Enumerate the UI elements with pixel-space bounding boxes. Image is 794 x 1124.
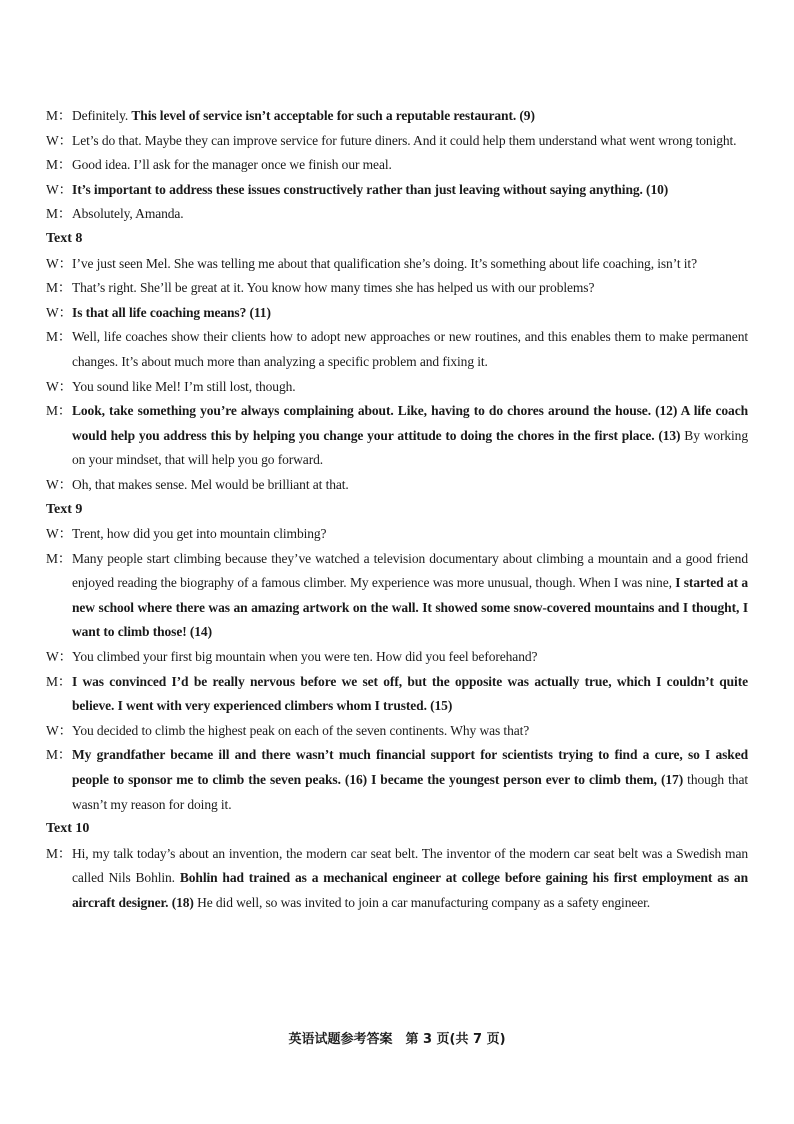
answer-evidence: My grandfather became ill and there wasn’t much financial support for scientists trying to find a cure, so I asked people to sponsor me to climb the seven peaks. (16) I became the youngest person ever to climb them, (17) [72,747,748,788]
dialogue-segment: though that wasn’t my reason for doing it. [72,772,748,812]
dialogue-text [72,670,748,719]
dialogue-segment: Hi, my talk today’s about an invention, the modern car seat belt. The inventor of the modern car seat belt was a Swedish man called Nils Bohlin. [72,845,748,886]
dialogue-segment: You climbed your first big mountain when you were ten. How did you feel beforehand? [72,649,538,665]
dialogue-text [72,129,748,154]
answer-evidence: Look, take something you’re always complaining about. Like, having to do chores around the house. (12) A life coach would help you address this by helping you change your attitude to doing the chores in the first place. (13) [72,403,748,443]
dialogue-text [72,202,748,227]
dialogue-line [46,178,748,203]
dialogue-segment: Many people start climbing because they’ve watched a television documentary about climbing a mountain and a good friend enjoyed reading the biography of a famous climber. My experience was more unusual, though. When I was nine, [72,550,748,591]
dialogue-segment: He did well, so was invited to join a car manufacturing company as a safety engineer. [193,895,651,910]
dialogue-segment: Definitely. [72,108,132,123]
dialogue-segment: I’ve just seen Mel. She was telling me about that qualification she’s doing. It’s something about life coaching, isn’t it? [72,255,697,271]
dialogue-line [46,104,748,129]
speaker-label: M： [46,108,72,123]
section-heading: Text 8 [46,230,83,246]
dialogue-segment: Oh, that makes sense. Mel would be brilliant at that. [72,476,349,492]
speaker-label: W： [46,378,73,394]
speaker-label: M： [46,747,72,763]
speaker-label: W： [46,181,73,197]
dialogue-line [46,375,748,400]
speaker-label: M： [46,845,72,861]
dialogue-text [72,399,748,473]
dialogue-segment: Absolutely, Amanda. [72,206,184,222]
dialogue-line [46,202,748,227]
dialogue-line [46,129,748,154]
speaker-label: W： [46,132,73,148]
dialogue-line [46,252,748,277]
speaker-label: W： [46,255,73,271]
dialogue-text [72,522,748,547]
dialogue-line [46,153,748,178]
dialogue-text [72,645,748,670]
dialogue-line [46,522,748,547]
dialogue-segment: You sound like Mel! I’m still lost, though. [72,378,296,394]
answer-evidence: Is that all life coaching means? (11) [72,304,271,320]
dialogue-line [46,645,748,670]
dialogue-segment: Trent, how did you get into mountain climbing? [72,526,327,542]
dialogue-text [72,719,748,744]
speaker-label: W： [46,526,73,542]
dialogue-text [72,276,748,301]
dialogue-line [46,325,748,374]
section-heading: Text 10 [46,821,90,837]
dialogue-line [46,842,748,916]
dialogue-text [72,375,748,400]
answer-evidence: This level of service isn’t acceptable for such a reputable restaurant. (9) [131,108,535,123]
dialogue-line [46,399,748,473]
dialogue-segment: You decided to climb the highest peak on each of the seven continents. Why was that? [72,722,530,738]
answer-evidence: I started at a new school where there was an amazing artwork on the wall. It showed some snow-covered mountains and I thought, I want to climb those! (14) [72,575,748,640]
speaker-label: M： [46,673,72,689]
section-heading: Text 9 [46,501,83,517]
dialogue-line [46,276,748,301]
answer-evidence: I was convinced I’d be really nervous before we set off, but the opposite was actually true, which I couldn’t quite believe. I went with very experienced climbers whom I trusted. (15) [72,673,748,714]
dialogue-text [72,252,748,277]
dialogue-line [46,670,748,719]
speaker-label: M： [46,550,72,566]
dialogue-segment: Good idea. I’ll ask for the manager once we finish our meal. [72,157,392,173]
speaker-label: W： [46,722,73,738]
dialogue-text [72,743,748,817]
speaker-label: M： [46,280,72,296]
dialogue-text [72,104,748,129]
dialogue-text [72,842,748,916]
page-footer: 英语试题参考答案 第 3 页(共 7 页) [288,1032,506,1047]
dialogue-line [46,547,748,645]
dialogue-line [46,743,748,817]
dialogue-text [72,153,748,178]
answer-evidence: Bohlin had trained as a mechanical engineer at college before gaining his first employment as an aircraft designer. (18) [72,870,748,910]
dialogue-text [72,547,748,645]
speaker-label: M： [46,206,72,222]
dialogue-text [72,473,748,498]
speaker-label: M： [46,157,72,173]
dialogue-line [46,719,748,744]
speaker-label: W： [46,304,73,320]
dialogue-segment: That’s right. She’ll be great at it. You know how many times she has helped us with our problems? [72,280,595,296]
speaker-label: M： [46,403,72,419]
dialogue-line [46,301,748,326]
answer-evidence: It’s important to address these issues constructively rather than just leaving without saying anything. (10) [72,181,669,197]
dialogue-line [46,473,748,498]
dialogue-segment: By working on your mindset, that will help you go forward. [72,427,748,468]
dialogue-text [72,301,748,326]
speaker-label: W： [46,476,73,492]
speaker-label: M： [46,329,72,345]
dialogue-text [72,325,748,374]
dialogue-text [72,178,748,203]
transcript-body [46,104,748,916]
dialogue-segment: Let’s do that. Maybe they can improve service for future diners. And it could help them understand what went wrong tonight. [72,132,737,148]
speaker-label: W： [46,649,73,665]
dialogue-segment: Well, life coaches show their clients how to adopt new approaches or new routines, and this enables them to make permanent changes. It’s about much more than analyzing a specific problem and fixing it. [72,329,748,369]
